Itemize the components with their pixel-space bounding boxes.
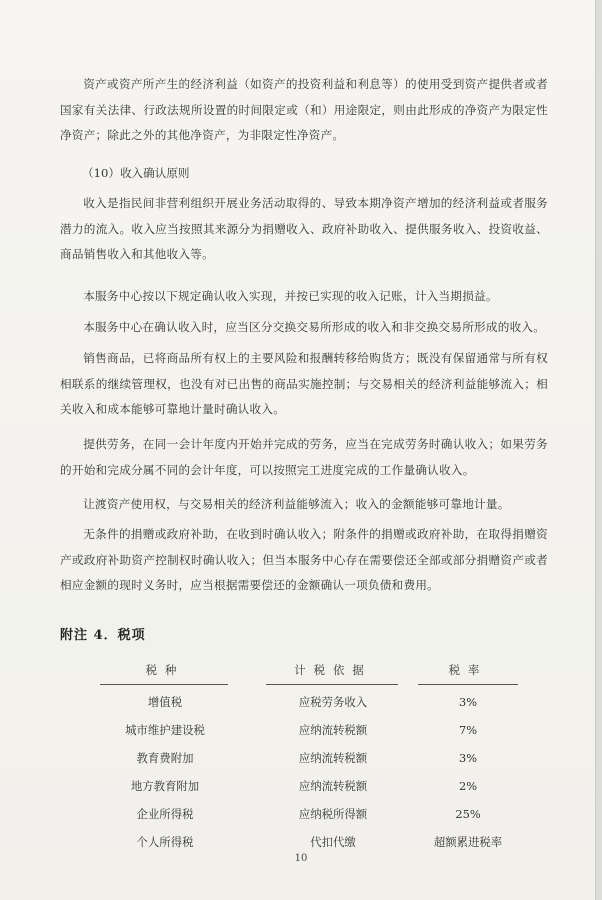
tax-rate-cell: 3% — [458, 695, 478, 709]
paragraph-use-of-assets: 让渡资产使用权，与交易相关的经济利益能够流入；收入的金额能够可靠地计量。 — [83, 497, 510, 511]
tax-rate-cell: 2% — [458, 779, 478, 793]
tax-rate-cell: 25% — [455, 807, 481, 821]
subheading-revenue-recognition: （10）收入确认原则 — [82, 166, 190, 180]
header-tax-type: 税种 — [145, 663, 185, 677]
table-row — [100, 774, 520, 802]
tax-type-cell: 教育费附加 — [136, 751, 194, 765]
header-tax-basis: 计税依据 — [294, 663, 372, 677]
tax-basis-cell: 应纳流转税额 — [298, 751, 368, 765]
paragraph-revenue-definition: 收入是指民间非营利组织开展业务活动取得的、导致本期净资产增加的经济利益或者服务潜力的流入。收入应当按照其来源分为捐赠收入、政府补助收入、提供服务收入、投资收益、商品销售收入和其他收入等。 — [60, 196, 548, 261]
paragraph-donations: 无条件的捐赠或政府补助，在收到时确认收入；附条件的捐赠或政府补助，在取得捐赠资产或政府补助资产控制权时确认收入；但当本服务中心存在需要偿还全部或部分捐赠资产或者相应金额的现时义务时，应当根据需要偿还的金额确认一项负债和费用。 — [60, 527, 548, 592]
paragraph-exchange-distinction: 本服务中心在确认收入时，应当区分交换交易所形成的收入和非交换交易所形成的收入。 — [83, 320, 546, 334]
tax-type-cell: 地方教育附加 — [130, 779, 200, 793]
header-underline — [266, 684, 398, 685]
header-tax-rate: 税率 — [448, 663, 488, 677]
paragraph-sale-of-goods: 销售商品，已将商品所有权上的主要风险和报酬转移给购货方；既没有保留通常与所有权相联系的继续管理权，也没有对已出售的商品实施控制；与交易相关的经济利益能够流入；相关收入和成本能够可靠地计量时确认收入。 — [60, 351, 548, 416]
tax-type-cell: 企业所得税 — [136, 807, 194, 821]
tax-type-cell: 个人所得税 — [136, 835, 194, 849]
table-row — [100, 690, 520, 718]
tax-rate-cell: 3% — [458, 751, 478, 765]
header-underline — [418, 684, 518, 685]
tax-table-header — [100, 658, 520, 684]
table-row — [100, 718, 520, 746]
tax-type-cell: 城市维护建设税 — [125, 723, 205, 737]
tax-rate-cell: 超额累进税率 — [433, 835, 503, 849]
table-row — [100, 746, 520, 774]
section-title-taxes: 附注 4．税项 — [60, 628, 146, 643]
header-underline — [100, 684, 228, 685]
tax-rate-cell: 7% — [458, 723, 478, 737]
paragraph-restricted-net-assets: 资产或资产所产生的经济利益（如资产的投资利益和利息等）的使用受到资产提供者或者国家有关法律、行政法规所设置的时间限定或（和）用途限定，则由此形成的净资产为限定性净资产；除此之外的其他净资产，为非限定性净资产。 — [60, 77, 548, 142]
tax-basis-cell: 代扣代缴 — [310, 835, 356, 849]
tax-basis-cell: 应税劳务收入 — [298, 695, 368, 709]
tax-table — [100, 658, 520, 858]
paragraph-recognition-rule: 本服务中心按以下规定确认收入实现，并按已实现的收入记账，计入当期损益。 — [83, 289, 498, 303]
page-number: 10 — [294, 853, 308, 864]
tax-basis-cell: 应纳税所得额 — [298, 807, 368, 821]
page-edge — [595, 0, 602, 900]
tax-basis-cell: 应纳流转税额 — [298, 723, 368, 737]
tax-basis-cell: 应纳流转税额 — [298, 779, 368, 793]
tax-type-cell: 增值税 — [147, 695, 183, 709]
paragraph-services: 提供劳务，在同一会计年度内开始并完成的劳务，应当在完成劳务时确认收入；如果劳务的开始和完成分属不同的会计年度，可以按照完工进度完成的工作量确认收入。 — [60, 437, 548, 477]
table-row — [100, 802, 520, 830]
